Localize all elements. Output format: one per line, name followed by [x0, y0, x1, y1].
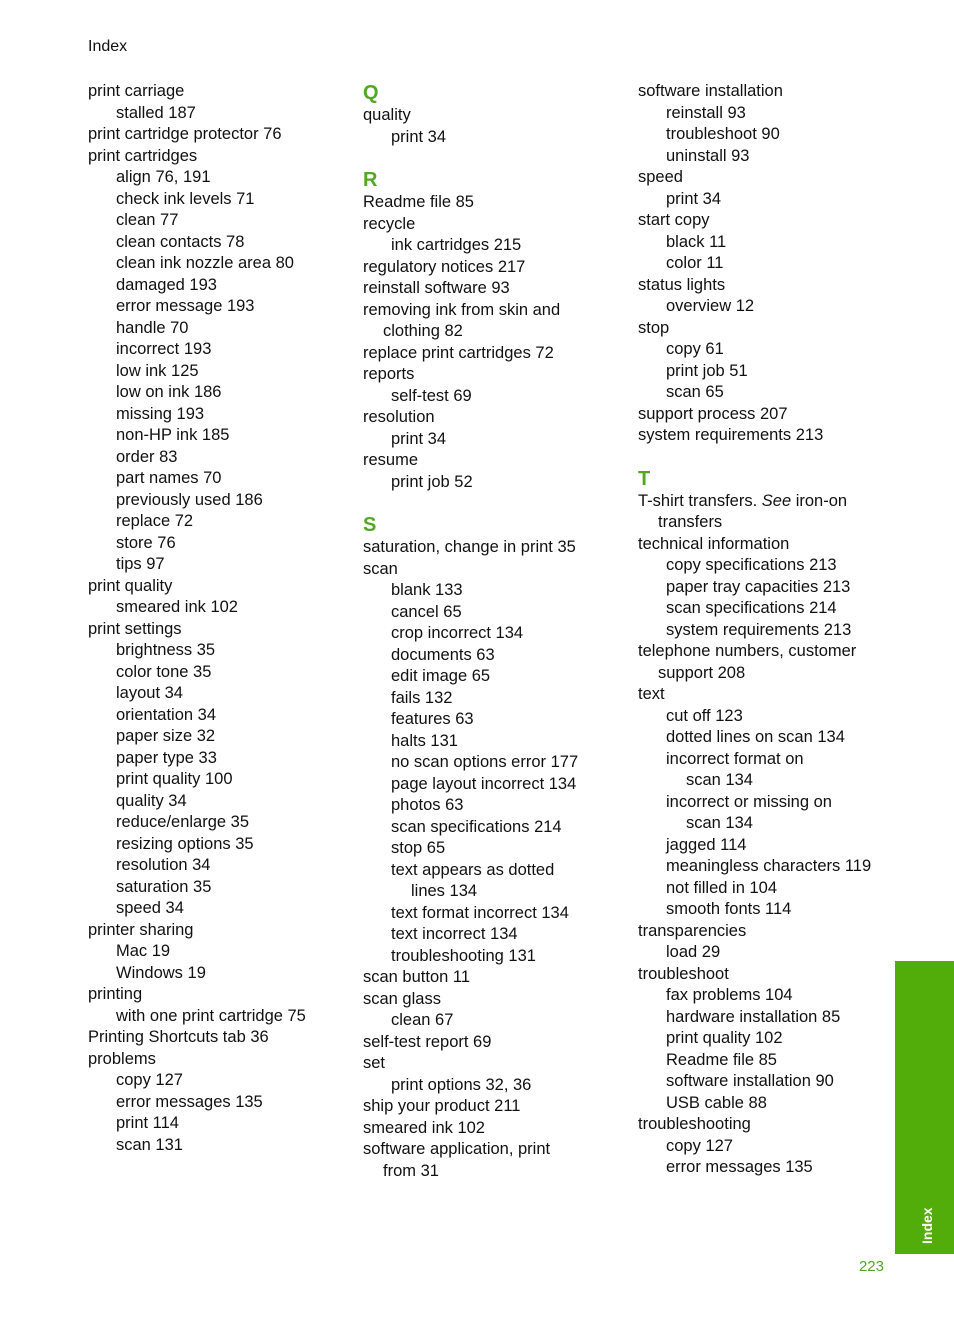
index-subentry: reinstall 93: [666, 103, 746, 122]
index-entry: regulatory notices 217: [363, 257, 526, 276]
index-entry: scan button 11: [363, 968, 471, 986]
index-subentry: print job 52: [391, 472, 473, 491]
index-entry-continuation: scan 134: [686, 814, 753, 832]
index-subentry: hardware installation 85: [666, 1007, 841, 1026]
index-entry: recycle: [363, 214, 416, 233]
index-subentry: with one print cartridge 75: [116, 1006, 306, 1025]
index-subentry: error messages 135: [116, 1092, 263, 1111]
section-gap: [638, 447, 888, 467]
page-number: 223: [858, 1258, 884, 1275]
index-subentry: overview 12: [666, 297, 755, 315]
index-entry: resolution: [363, 408, 435, 426]
index-subentry: print 114: [116, 1114, 179, 1132]
index-subentry: replace 72: [116, 512, 194, 530]
index-subentry: uninstall 93: [666, 146, 750, 165]
index-entry: system requirements 213: [638, 426, 824, 444]
index-subentry: brightness 35: [116, 641, 216, 659]
index-subentry: layout 34: [116, 684, 183, 702]
index-entry: print settings: [88, 619, 182, 638]
index-subentry: system requirements 213: [666, 620, 852, 639]
index-subentry: page layout incorrect 134: [391, 774, 577, 793]
index-subentry: scan specifications 214: [391, 817, 562, 836]
index-subentry: error message 193: [116, 297, 255, 315]
index-subentry: reduce/enlarge 35: [116, 813, 250, 831]
index-subentry: text format incorrect 134: [391, 903, 569, 922]
index-entry: printing: [88, 985, 143, 1003]
index-subentry: halts 131: [391, 731, 458, 750]
index-subentry: print 34: [391, 127, 447, 146]
index-letter-heading: S: [363, 514, 377, 536]
index-entry: reports: [363, 365, 415, 383]
index-subentry: fails 132: [391, 688, 453, 707]
index-entry: start copy: [638, 211, 710, 229]
index-subentry: Readme file 85: [666, 1050, 777, 1069]
entry-text: T-shirt transfers.: [638, 491, 762, 510]
index-subentry: print 34: [391, 429, 447, 448]
index-entry: print cartridges: [88, 146, 198, 165]
index-subentry: scan 131: [116, 1135, 183, 1154]
index-entry: scan: [363, 559, 398, 578]
index-entry: print cartridge protector 76: [88, 125, 282, 143]
index-subentry: incorrect or missing on: [666, 792, 832, 811]
index-entry: print carriage: [88, 82, 185, 100]
index-subentry: crop incorrect 134: [391, 624, 524, 642]
index-entry-continuation: lines 134: [411, 882, 478, 900]
index-entry: Readme file 85: [363, 193, 474, 211]
index-subentry: resizing options 35: [116, 834, 254, 853]
index-letter-heading: Q: [363, 82, 379, 104]
index-entry: ship your product 211: [363, 1097, 521, 1115]
index-entry-continuation: support 208: [658, 663, 746, 682]
index-subentry: check ink levels 71: [116, 189, 255, 208]
index-subentry: order 83: [116, 447, 178, 466]
index-subentry: error messages 135: [666, 1158, 813, 1176]
index-entry: resume: [363, 451, 419, 469]
index-subentry: handle 70: [116, 318, 189, 337]
index-subentry: print options 32, 36: [391, 1075, 532, 1094]
index-subentry: missing 193: [116, 404, 205, 423]
index-entry-continuation: scan 134: [686, 771, 753, 789]
index-subentry: troubleshooting 131: [391, 946, 536, 965]
index-subentry: clean 67: [391, 1011, 454, 1029]
index-entry: text: [638, 685, 665, 703]
index-subentry: Windows 19: [116, 963, 206, 982]
index-subentry: orientation 34: [116, 705, 216, 724]
index-subentry: print quality 102: [666, 1029, 783, 1047]
index-entry: troubleshooting: [638, 1115, 751, 1133]
index-entry-continuation: transfers: [658, 513, 723, 531]
side-tab-label: Index: [919, 1207, 935, 1244]
index-entry: reinstall software 93: [363, 279, 510, 297]
index-subentry: print quality 100: [116, 770, 233, 788]
index-subentry: no scan options error 177: [391, 753, 579, 771]
section-gap: [363, 148, 613, 168]
index-subentry: photos 63: [391, 796, 464, 814]
index-subentry: dotted lines on scan 134: [666, 728, 845, 746]
index-subentry: cancel 65: [391, 602, 462, 621]
index-subentry: copy 127: [666, 1136, 733, 1155]
index-letter-heading: T: [638, 467, 651, 490]
index-subentry: clean contacts 78: [116, 232, 245, 251]
index-subentry: color tone 35: [116, 662, 212, 681]
index-entry: problems: [88, 1049, 156, 1068]
index-entry-continuation: from 31: [383, 1161, 439, 1180]
index-entry: technical information: [638, 534, 790, 553]
index-entry: stop: [638, 318, 670, 337]
index-subentry: saturation 35: [116, 877, 212, 896]
index-column-1: [88, 81, 338, 1156]
index-subentry: paper type 33: [116, 748, 217, 767]
index-subentry: damaged 193: [116, 275, 217, 294]
index-entry: saturation, change in print 35: [363, 538, 576, 556]
index-subentry: USB cable 88: [666, 1093, 767, 1112]
index-subentry: clean 77: [116, 211, 179, 229]
index-subentry: ink cartridges 215: [391, 236, 522, 254]
index-subentry: resolution 34: [116, 856, 211, 874]
index-subentry: meaningless characters 119: [666, 857, 872, 875]
index-subentry: quality 34: [116, 791, 187, 810]
index-subentry: black 11: [666, 232, 727, 251]
index-entry: set: [363, 1054, 386, 1072]
index-subentry: tips 97: [116, 555, 165, 573]
index-subentry: copy specifications 213: [666, 556, 837, 574]
index-subentry: low on ink 186: [116, 383, 222, 401]
index-subentry: incorrect format on: [666, 749, 804, 768]
index-entry: status lights: [638, 275, 726, 294]
running-header: Index: [88, 38, 128, 55]
index-letter-heading: R: [363, 169, 378, 191]
index-subentry: edit image 65: [391, 667, 491, 685]
index-entry: self-test report 69: [363, 1032, 492, 1051]
index-subentry: paper tray capacities 213: [666, 577, 851, 596]
index-entry: troubleshoot: [638, 964, 729, 983]
index-entry: speed: [638, 168, 683, 186]
index-entry: [638, 491, 888, 513]
index-entry: printer sharing: [88, 920, 194, 939]
index-subentry: paper size 32: [116, 727, 216, 745]
index-entry: smeared ink 102: [363, 1118, 485, 1137]
index-subentry: not filled in 104: [666, 878, 777, 897]
index-subentry: scan 65: [666, 383, 724, 401]
index-subentry: print 34: [666, 189, 722, 208]
index-entry: telephone numbers, customer: [638, 642, 857, 660]
index-entry: software installation: [638, 82, 783, 100]
index-subentry: non-HP ink 185: [116, 426, 230, 444]
index-subentry: stop 65: [391, 839, 446, 857]
index-subentry: align 76, 191: [116, 168, 211, 186]
index-subentry: copy 61: [666, 340, 724, 358]
index-subentry: clean ink nozzle area 80: [116, 254, 294, 272]
index-subentry: stalled 187: [116, 103, 196, 122]
index-subentry: scan specifications 214: [666, 599, 837, 617]
index-subentry: fax problems 104: [666, 986, 793, 1004]
index-subentry: software installation 90: [666, 1072, 834, 1090]
index-subentry: troubleshoot 90: [666, 125, 780, 143]
index-subentry: speed 34: [116, 899, 184, 917]
index-column-2: [363, 81, 613, 1182]
index-subentry: load 29: [666, 943, 721, 961]
entry-text: iron-on: [791, 491, 848, 510]
index-subentry: smeared ink 102: [116, 598, 238, 616]
index-column-3: [638, 81, 888, 1179]
index-subentry: features 63: [391, 710, 474, 728]
index-subentry: print job 51: [666, 361, 748, 380]
section-side-tab: [895, 961, 954, 1254]
index-subentry: copy 127: [116, 1071, 183, 1089]
index-entry: print quality: [88, 576, 173, 595]
index-subentry: smooth fonts 114: [666, 900, 792, 918]
index-entry: quality: [363, 106, 411, 124]
index-entry: scan glass: [363, 989, 441, 1008]
index-subentry: text incorrect 134: [391, 925, 518, 943]
section-gap: [363, 493, 613, 513]
index-entry: software application, print: [363, 1140, 551, 1158]
index-entry: removing ink from skin and: [363, 300, 561, 319]
index-subentry: previously used 186: [116, 490, 263, 509]
index-entry: support process 207: [638, 404, 788, 423]
index-subentry: part names 70: [116, 469, 222, 487]
see-reference: See: [761, 491, 792, 510]
index-subentry: text appears as dotted: [391, 860, 555, 879]
index-entry: replace print cartridges 72: [363, 343, 554, 362]
index-subentry: documents 63: [391, 645, 495, 664]
index-subentry: cut off 123: [666, 706, 743, 725]
index-subentry: self-test 69: [391, 386, 472, 405]
index-subentry: store 76: [116, 533, 176, 552]
index-entry-continuation: clothing 82: [383, 322, 463, 340]
index-subentry: jagged 114: [666, 835, 747, 854]
index-subentry: blank 133: [391, 581, 463, 599]
index-entry: Printing Shortcuts tab 36: [88, 1028, 269, 1046]
index-subentry: color 11: [666, 254, 724, 272]
index-entry: transparencies: [638, 921, 747, 940]
index-subentry: incorrect 193: [116, 340, 212, 358]
index-subentry: low ink 125: [116, 361, 199, 380]
index-subentry: Mac 19: [116, 942, 171, 960]
